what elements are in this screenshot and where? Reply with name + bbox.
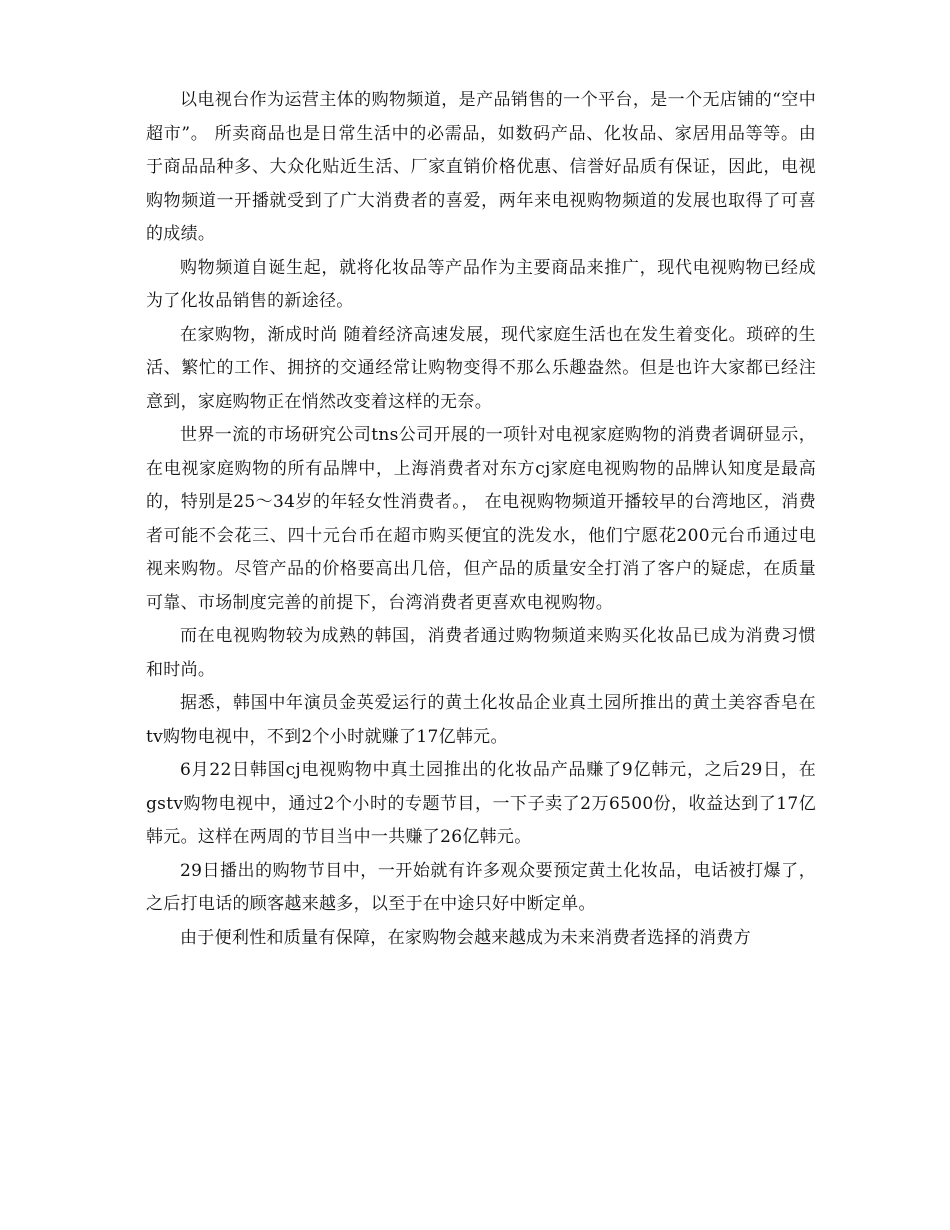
paragraph: 世界一流的市场研究公司tns公司开展的一项针对电视家庭购物的消费者调研显示，在电视家庭购物的所有品牌中，上海消费者对东方cj家庭电视购物的品牌认知度是最高的，特别是25～34岁的年轻女性消费者。， 在电视购物频道开播较早的台湾地区，消费者可能不会花三、四十元台币在超市购买便宜的洗发水，他们宁愿花200元台币通过电视来购物。尽管产品的价格要高出几倍，但产品的质量安全打消了客户的疑虑，在质量可靠、市场制度完善的前提下，台湾消费者更喜欢电视购物。 (146, 425, 816, 613)
paragraph: 由于便利性和质量有保障，在家购物会越来越成为未来消费者选择的消费方 (180, 927, 751, 948)
paragraph: 以电视台作为运营主体的购物频道，是产品销售的一个平台，是一个无店铺的“空中超市”。 所卖商品也是日常生活中的必需品，如数码产品、化妆品、家居用品等等。由于商品品种多、大众化贴近生活、厂家直销价格优惠、信誉好品质有保证，因此，电视购物频道一开播就受到了广大消费者的喜爱，两年来电视购物频道的发展也取得了可喜的成绩。 (146, 90, 816, 244)
paragraph: 购物频道自诞生起，就将化妆品等产品作为主要商品来推广，现代电视购物已经成为了化妆品销售的新途径。 (146, 257, 816, 311)
paragraph: 29日播出的购物节目中，一开始就有许多观众要预定黄土化妆品，电话被打爆了，之后打电话的顾客越来越多，以至于在中途只好中断定单。 (146, 860, 816, 914)
paragraph: 6月22日韩国cj电视购物中真土园推出的化妆品产品赚了9亿韩元，之后29日，在gstv购物电视中，通过2个小时的专题节目，一下子卖了2万6500份，收益达到了17亿韩元。这样在两周的节目当中一共赚了26亿韩元。 (146, 760, 816, 847)
document-body (146, 84, 816, 955)
paragraph: 而在电视购物较为成熟的韩国，消费者通过购物频道来购买化妆品已成为消费习惯和时尚。 (146, 626, 816, 680)
paragraph: 在家购物，渐成时尚 随着经济高速发展，现代家庭生活也在发生着变化。琐碎的生活、繁忙的工作、拥挤的交通经常让购物变得不那么乐趣盎然。但是也许大家都已经注意到，家庭购物正在悄然改变着这样的无奈。 (146, 324, 816, 412)
paragraph: 据悉，韩国中年演员金英爱运行的黄土化妆品企业真土园所推出的黄土美容香皂在tv购物电视中，不到2个小时就赚了17亿韩元。 (146, 693, 816, 747)
